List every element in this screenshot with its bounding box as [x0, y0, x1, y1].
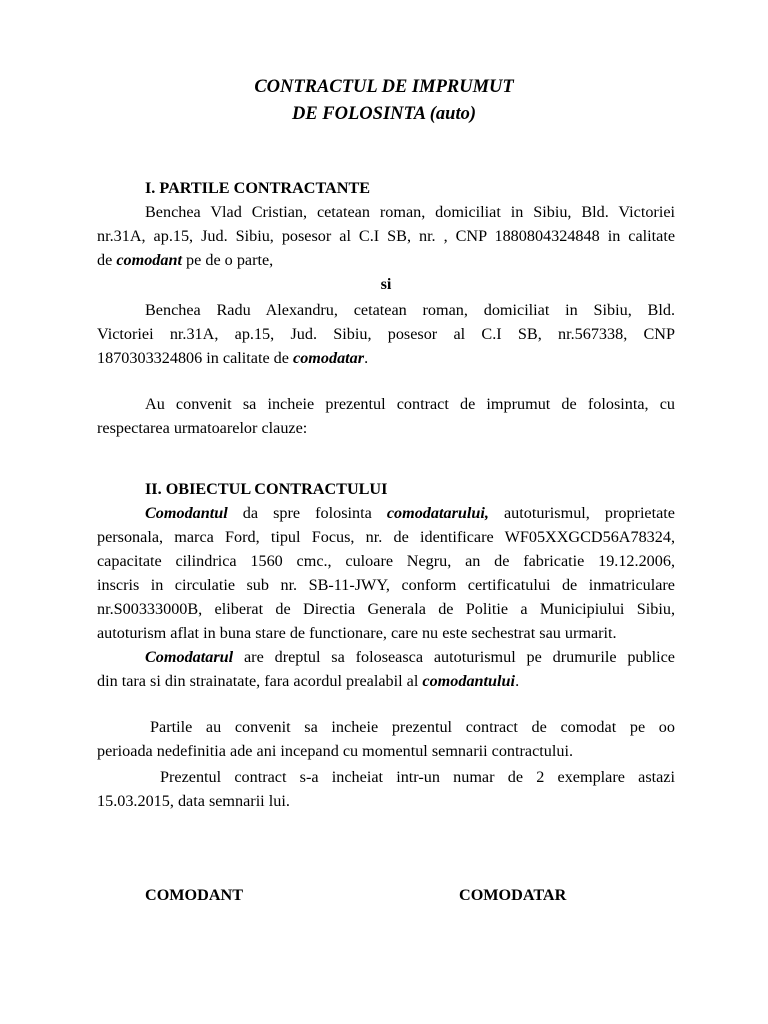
object-line6: autoturism aflat in buna stare de functionare, care nu este sechestrat sau urmarit.	[97, 624, 617, 642]
party2-line3-pre: 1870303324806 in calitate de	[97, 349, 294, 367]
party2-line1: Benchea Radu Alexandru, cetatean roman, domiciliat in Sibiu, Bld.	[145, 301, 675, 319]
party2-line3	[97, 346, 675, 370]
object-line5: nr.S00333000B, eliberat de Directia Generala de Politie a Municipiului Sibiu,	[97, 600, 675, 618]
period-line1: Partile au convenit sa incheie prezentul contract de comodat pe oo	[150, 718, 675, 736]
signature-comodant: COMODANT	[145, 886, 244, 904]
document-title-line1: CONTRACTUL DE IMPRUMUT	[254, 77, 514, 97]
object-line1	[145, 501, 675, 525]
party2-line2: Victoriei nr.31A, ap.15, Jud. Sibiu, posesor al C.I SB, nr.567338, CNP	[97, 325, 675, 343]
rights-line2-pre: din tara si din strainatate, fara acordul prealabil al	[97, 672, 423, 690]
term-comodatarul: Comodatarul	[145, 648, 234, 666]
rights-line2	[97, 669, 675, 693]
party1-line3-pre: de	[97, 251, 117, 269]
period-line2: perioada nedefinitia ade ani incepand cu momentul semnarii contractului.	[97, 742, 573, 760]
signature-comodatar: COMODATAR	[459, 886, 567, 904]
object-line4: inscris in circulatie sub nr. SB-11-JWY, conform certificatului de inmatriculare	[97, 576, 675, 594]
object-line1-end: autoturismul, proprietate	[488, 504, 675, 522]
party1-line3	[97, 248, 675, 272]
rights-line1-rest: are dreptul sa foloseasca autoturismul pe drumurile publice	[233, 648, 675, 666]
copies-line2: 15.03.2015, data semnarii lui.	[97, 792, 290, 810]
section1-heading: I. PARTILE CONTRACTANTE	[145, 179, 371, 197]
term-comodantului: comodantului	[422, 672, 516, 690]
rights-line1	[145, 645, 675, 669]
connector-si: si	[380, 275, 392, 293]
term-comodantul: Comodantul	[145, 504, 228, 522]
rights-line2-post: .	[515, 672, 520, 690]
agreement-line1: Au convenit sa incheie prezentul contract de imprumut de folosinta, cu	[145, 395, 675, 413]
party2-line3-post: .	[364, 349, 369, 367]
party1-role: comodant	[116, 251, 182, 269]
copies-line1: Prezentul contract s-a incheiat intr-un numar de 2 exemplare astazi	[160, 768, 675, 786]
object-line2: personala, marca Ford, tipul Focus, nr. de identificare WF05XXGCD56A78324,	[97, 528, 675, 546]
object-line1-mid: da spre folosinta	[227, 504, 387, 522]
party1-line2: nr.31A, ap.15, Jud. Sibiu, posesor al C.I SB, nr. , CNP 1880804324848 in calitate	[97, 227, 675, 245]
term-comodatarului: comodatarului,	[386, 504, 489, 522]
party2-role: comodatar	[293, 349, 365, 367]
document-title-line2: DE FOLOSINTA (auto)	[291, 104, 476, 124]
agreement-line2: respectarea urmatoarelor clauze:	[97, 419, 308, 437]
party1-line3-post: pe de o parte,	[181, 251, 274, 269]
object-line3: capacitate cilindrica 1560 cmc., culoare Negru, an de fabricatie 19.12.2006,	[97, 552, 675, 570]
section2-heading: II. OBIECTUL CONTRACTULUI	[145, 480, 388, 498]
party1-line1: Benchea Vlad Cristian, cetatean roman, domiciliat in Sibiu, Bld. Victoriei	[145, 203, 675, 221]
